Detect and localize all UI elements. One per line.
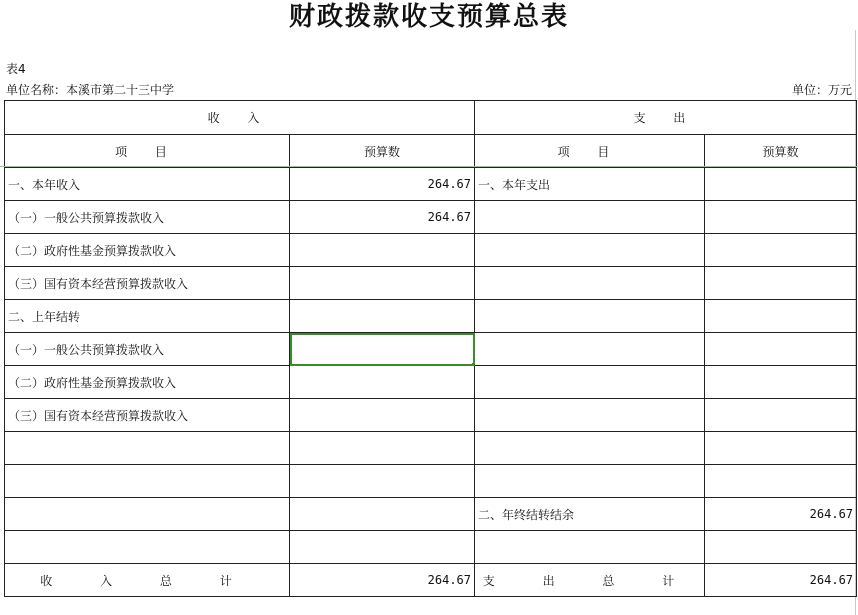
expense-value-cell[interactable] — [705, 168, 857, 201]
expense-item-cell[interactable]: 二、年终结转结余 — [475, 498, 705, 531]
expense-item-cell[interactable] — [475, 201, 705, 234]
income-value-cell[interactable] — [290, 399, 475, 432]
unit-label: 单位：万元 — [791, 83, 852, 97]
expense-total-value[interactable]: 264.67 — [705, 564, 857, 597]
expense-value-cell[interactable] — [705, 333, 857, 366]
income-item-cell[interactable]: （三）国有资本经营预算拨款收入 — [5, 399, 290, 432]
expense-item-cell[interactable]: 一、本年支出 — [475, 168, 705, 201]
income-item-cell[interactable] — [5, 498, 290, 531]
table-row — [5, 333, 857, 366]
income-value-cell[interactable] — [290, 465, 475, 498]
income-value-cell[interactable]: 264.67 — [290, 201, 475, 234]
income-item-cell[interactable]: （一）一般公共预算拨款收入 — [5, 201, 290, 234]
expense-item-cell[interactable] — [475, 300, 705, 333]
expense-value-cell[interactable]: 264.67 — [705, 498, 857, 531]
income-total-label[interactable]: 收 入 总 计 — [5, 564, 290, 597]
income-value-cell[interactable] — [290, 366, 475, 399]
table-number: 表4 — [6, 62, 26, 76]
header-row-columns — [5, 135, 857, 168]
expense-total-label[interactable]: 支 出 总 计 — [475, 564, 705, 597]
income-value-cell[interactable] — [290, 498, 475, 531]
income-item-cell[interactable]: （一）一般公共预算拨款收入 — [5, 333, 290, 366]
income-value-cell[interactable]: 264.67 — [290, 168, 475, 201]
table-row — [5, 531, 857, 564]
expense-item-cell[interactable] — [475, 333, 705, 366]
page-title: 财政拨款收支预算总表 — [288, 2, 569, 32]
income-item-cell[interactable] — [5, 465, 290, 498]
expense-value-cell[interactable] — [705, 465, 857, 498]
table-row — [5, 465, 857, 498]
expense-item-cell[interactable] — [475, 234, 705, 267]
table-row — [5, 399, 857, 432]
income-header[interactable]: 收 入 — [5, 101, 475, 135]
income-item-cell[interactable] — [5, 531, 290, 564]
income-value-cell[interactable] — [290, 234, 475, 267]
expense-value-cell[interactable] — [705, 300, 857, 333]
expense-budget-header[interactable]: 预算数 — [705, 135, 857, 168]
unit-name-label: 单位名称：本溪市第二十三中学 — [6, 83, 175, 97]
table-row — [5, 498, 857, 531]
table-row — [5, 234, 857, 267]
table-row — [5, 168, 857, 201]
income-item-cell[interactable]: （三）国有资本经营预算拨款收入 — [5, 267, 290, 300]
income-item-cell[interactable]: （二）政府性基金预算拨款收入 — [5, 366, 290, 399]
income-value-cell[interactable] — [290, 267, 475, 300]
expense-item-cell[interactable] — [475, 465, 705, 498]
income-value-cell[interactable] — [290, 531, 475, 564]
budget-table — [4, 100, 857, 597]
table-row — [5, 366, 857, 399]
income-value-cell[interactable] — [290, 432, 475, 465]
expense-item-cell[interactable] — [475, 267, 705, 300]
expense-value-cell[interactable] — [705, 201, 857, 234]
table-row — [5, 201, 857, 234]
expense-item-cell[interactable] — [475, 531, 705, 564]
expense-value-cell[interactable] — [705, 531, 857, 564]
income-total-value[interactable]: 264.67 — [290, 564, 475, 597]
income-item-cell[interactable]: （二）政府性基金预算拨款收入 — [5, 234, 290, 267]
expense-value-cell[interactable] — [705, 399, 857, 432]
expense-item-cell[interactable] — [475, 432, 705, 465]
header-row-sections — [5, 101, 857, 135]
income-budget-header[interactable]: 预算数 — [290, 135, 475, 168]
expense-value-cell[interactable] — [705, 234, 857, 267]
freeze-pane-line — [0, 166, 858, 167]
income-item-cell[interactable]: 二、上年结转 — [5, 300, 290, 333]
income-item-cell[interactable]: 一、本年收入 — [5, 168, 290, 201]
totals-row — [5, 564, 857, 597]
income-value-cell-selected[interactable] — [290, 333, 475, 366]
table-row — [5, 267, 857, 300]
expense-value-cell[interactable] — [705, 366, 857, 399]
expense-header[interactable]: 支 出 — [475, 101, 857, 135]
income-item-header[interactable]: 项 目 — [5, 135, 290, 168]
income-value-cell[interactable] — [290, 300, 475, 333]
expense-item-header[interactable]: 项 目 — [475, 135, 705, 168]
expense-value-cell[interactable] — [705, 432, 857, 465]
expense-value-cell[interactable] — [705, 267, 857, 300]
table-row — [5, 432, 857, 465]
expense-item-cell[interactable] — [475, 399, 705, 432]
table-row — [5, 300, 857, 333]
income-item-cell[interactable] — [5, 432, 290, 465]
expense-item-cell[interactable] — [475, 366, 705, 399]
